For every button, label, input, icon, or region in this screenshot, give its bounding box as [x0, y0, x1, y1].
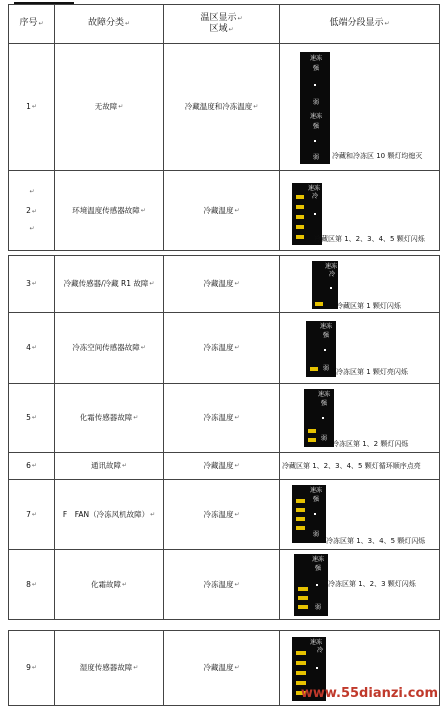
row-no: 8 ↵ — [9, 550, 55, 619]
led-bar — [296, 195, 304, 199]
row-no: 5 ↵ — [9, 384, 55, 452]
table-row — [8, 44, 440, 171]
label-weak: 弱 — [313, 154, 320, 161]
label-quick-freeze: 速冻 — [310, 639, 323, 646]
row-no: 6 ↵ — [9, 453, 55, 479]
led-bar — [296, 517, 305, 521]
row-caption: 冷藏和冷冻区 10 颗灯均熄灭 — [332, 152, 423, 160]
led-bar — [298, 596, 308, 600]
label-cool: 冷 — [317, 647, 324, 654]
led-bar — [298, 587, 308, 591]
row-fault: 无故障 ↵ — [55, 44, 164, 170]
led-bar — [308, 438, 316, 442]
table-row — [8, 313, 440, 384]
row-fault: 冷藏传感器/冷藏 R1 故障 ↵ — [55, 256, 164, 312]
row-no: 4 ↵ — [9, 313, 55, 383]
row-caption: 冷冻区第 1、3、4、5 颗灯闪烁 — [326, 537, 426, 545]
label-quick-freeze: 速冻 — [310, 55, 323, 62]
table-row — [8, 550, 440, 620]
label-quick-freeze: 速冻 — [308, 185, 321, 192]
led-dot — [314, 513, 316, 515]
label-strong: 强 — [313, 123, 320, 130]
led-bar — [296, 205, 304, 209]
row-no: 3 ↵ — [9, 256, 55, 312]
led-bar — [296, 508, 305, 512]
label-cool: 冷 — [312, 193, 319, 200]
row-fault: F FAN（冷冻风机故障） ↵ — [55, 480, 164, 549]
row-zone: 冷冻温度 ↵ — [164, 384, 280, 452]
row-zone: 冷藏温度 ↵ — [164, 171, 280, 250]
led-bar — [296, 235, 304, 239]
label-strong: 强 — [315, 565, 322, 572]
label-strong: 强 — [313, 496, 320, 503]
header-no: 序号 ↵ — [9, 5, 55, 43]
row-display — [280, 256, 439, 312]
label-strong: 强 — [323, 332, 330, 339]
row-no: 7 ↵ — [9, 480, 55, 549]
led-bar — [296, 499, 305, 503]
label-quick-freeze: 速冻 — [310, 487, 323, 494]
led-dot — [322, 417, 324, 419]
led-bar — [296, 671, 306, 675]
row-caption: 冷藏区第 1、2、3、4、5 颗灯闪烁 — [314, 235, 425, 243]
row-fault: 化霜传感器故障 ↵ — [55, 384, 164, 452]
row-fault: 化霜故障 ↵ — [55, 550, 164, 619]
row-no: 9 ↵ — [9, 631, 55, 705]
row-zone: 冷冻温度 ↵ — [164, 550, 280, 619]
row-fault: 通讯故障 ↵ — [55, 453, 164, 479]
row-fault: 环境温度传感器故障 ↵ — [55, 171, 164, 250]
led-bar — [296, 215, 304, 219]
led-dot — [314, 84, 316, 86]
label-strong: 强 — [321, 400, 328, 407]
label-quick-freeze: 速冻 — [312, 556, 325, 563]
label-weak: 弱 — [315, 604, 322, 611]
row-caption: 冷冻区第 1 颗灯亮闪烁 — [336, 368, 408, 376]
row-zone: 冷藏温度和冷冻温度 ↵ — [164, 44, 280, 170]
label-weak: 弱 — [323, 365, 330, 372]
label-quick-freeze: 速冻 — [325, 263, 338, 270]
table-row — [8, 480, 440, 550]
led-panel — [304, 389, 334, 447]
row-caption: 冷藏区第 1 颗灯闪烁 — [336, 302, 401, 310]
led-bar — [308, 429, 316, 433]
row-no: 1 ↵ — [9, 44, 55, 170]
led-bar — [296, 661, 306, 665]
led-bar — [315, 302, 323, 306]
led-bar — [296, 651, 306, 655]
row-display — [280, 313, 439, 383]
row-fault: 冷冻空间传感器故障 ↵ — [55, 313, 164, 383]
led-panel — [294, 554, 328, 616]
table-row — [8, 171, 440, 251]
table-row — [8, 255, 440, 313]
table-row — [8, 453, 440, 480]
led-dot — [316, 667, 318, 669]
label-quick-freeze: 速冻 — [320, 323, 333, 330]
led-panel — [300, 52, 330, 164]
led-dot — [314, 213, 316, 215]
row-caption: 冷藏区第 1、2、3、4、5 颗灯循环顺序点亮 — [282, 462, 421, 470]
header-fault: 故障分类 ↵ — [55, 5, 164, 43]
led-bar — [296, 681, 306, 685]
label-strong: 强 — [313, 65, 320, 72]
row-display — [280, 480, 439, 549]
row-zone: 冷冻温度 ↵ — [164, 480, 280, 549]
led-dot — [330, 287, 332, 289]
label-quick-freeze: 速冻 — [318, 391, 331, 398]
row-fault: 湿度传感器故障 ↵ — [55, 631, 164, 705]
led-panel — [312, 261, 338, 309]
led-dot — [316, 584, 318, 586]
label-weak: 弱 — [313, 531, 320, 538]
led-bar — [296, 526, 305, 530]
row-display — [280, 453, 439, 479]
led-bar — [310, 367, 318, 371]
label-weak: 弱 — [313, 99, 320, 106]
watermark: www.55dianzi.com — [300, 686, 438, 701]
table-row — [8, 384, 440, 453]
row-display — [280, 550, 439, 619]
led-bar — [296, 225, 304, 229]
row-zone: 冷冻温度 ↵ — [164, 313, 280, 383]
label-quick-freeze: 速冻 — [310, 113, 323, 120]
table-header — [8, 4, 440, 44]
label-weak: 弱 — [321, 435, 328, 442]
led-dot — [324, 349, 326, 351]
row-display — [280, 171, 439, 250]
row-caption: 冷冻区第 1、2、3 颗灯闪烁 — [328, 580, 416, 588]
row-caption: 冷冻区第 1、2 颗灯闪烁 — [332, 440, 409, 448]
led-dot — [314, 140, 316, 142]
header-display: 低端分段显示 ↵ — [329, 18, 390, 29]
row-zone: 冷藏温度 ↵ — [164, 453, 280, 479]
led-bar — [298, 605, 308, 609]
row-no: ↵ 2↵ ↵ — [9, 171, 55, 250]
led-panel — [306, 321, 336, 377]
header-zone: 温区显示↵ 区域↵ — [164, 5, 280, 43]
row-zone: 冷藏温度 ↵ — [164, 631, 280, 705]
led-panel — [292, 485, 326, 543]
row-zone: 冷藏温度 ↵ — [164, 256, 280, 312]
label-cool: 冷 — [329, 271, 336, 278]
row-display — [280, 44, 439, 170]
row-display — [280, 384, 439, 452]
